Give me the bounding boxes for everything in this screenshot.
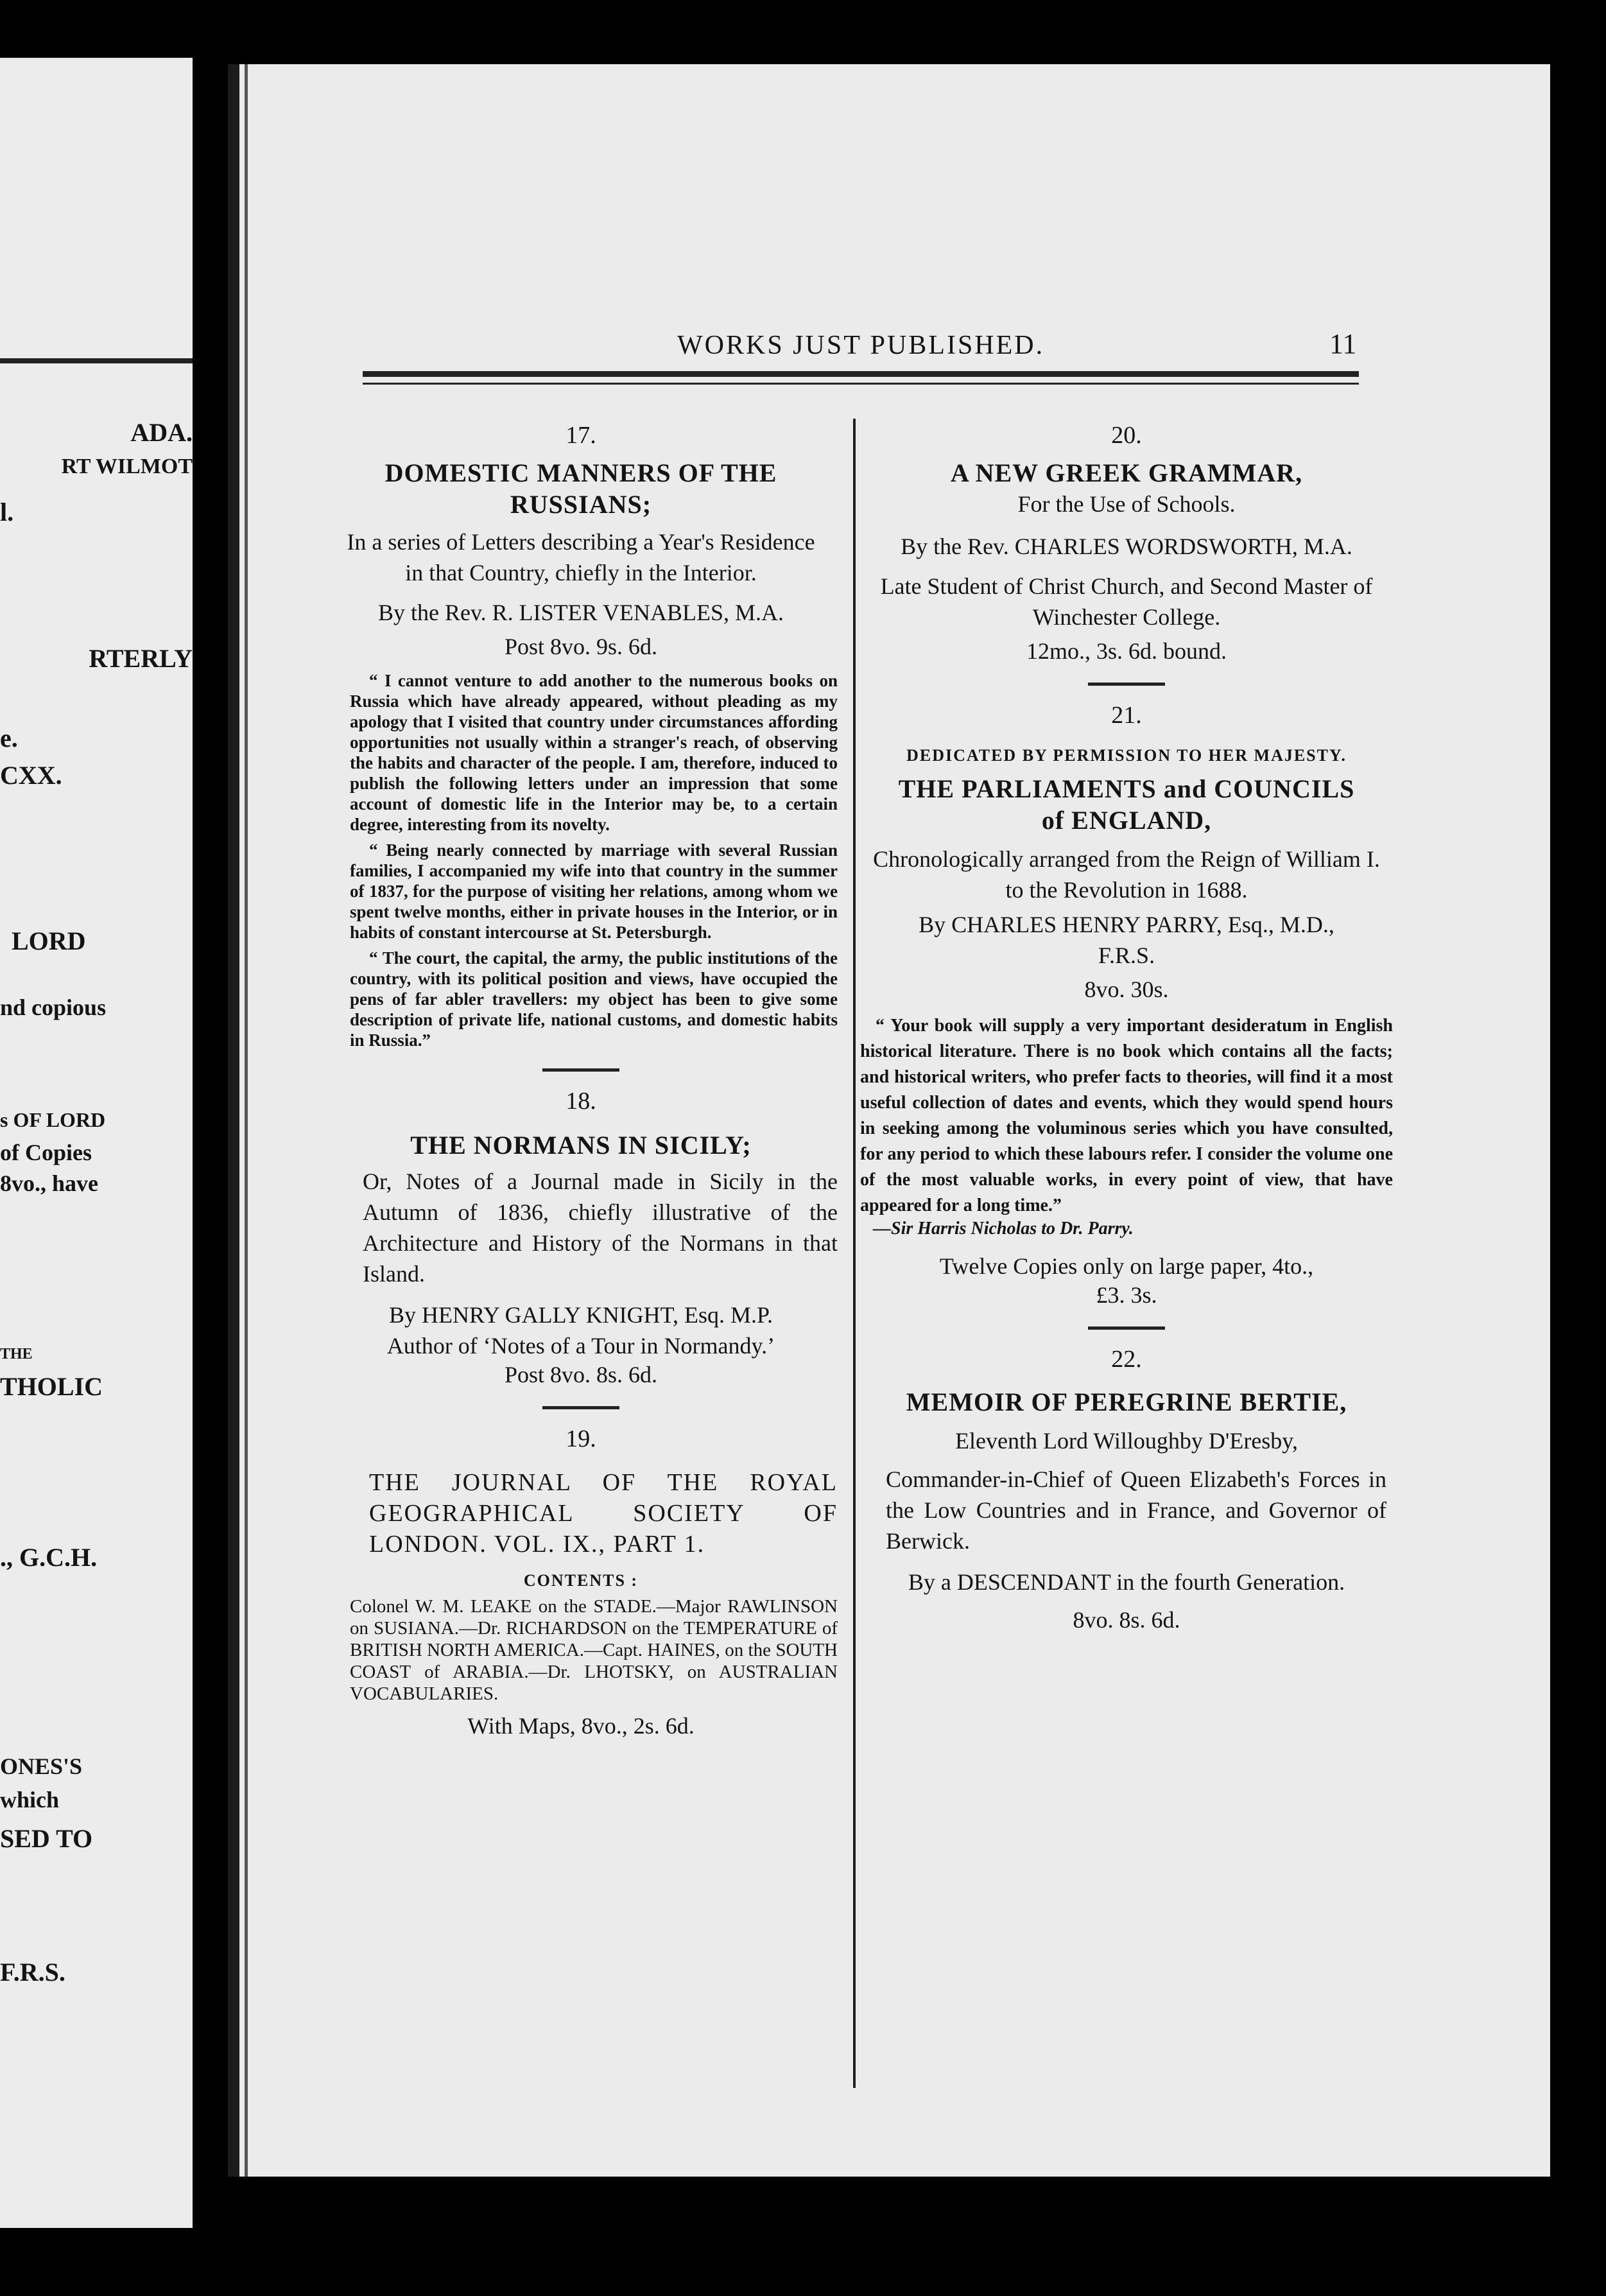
- quote-paragraph: “ The court, the capital, the army, the public institutions of the country, with its political position and views, have occupied the pens of far abler travellers: my object has been to give some description of private life, national customs, and domestic habits in Russia.”: [350, 948, 838, 1050]
- header-rule-thin: [363, 383, 1359, 385]
- listing-price: 8vo. 30s.: [1084, 977, 1169, 1002]
- listing-price: With Maps, 8vo., 2s. 6d.: [467, 1713, 695, 1739]
- listing-author: By a DESCENDANT in the fourth Generation.: [908, 1569, 1345, 1595]
- section-separator: [1088, 1326, 1165, 1330]
- fragment-line: nd copious: [0, 995, 107, 1020]
- right-column: [860, 411, 1393, 1633]
- listing-author: By the Rev. CHARLES WORDSWORTH, M.A.: [901, 534, 1352, 559]
- listing-subtitle: In a series of Letters describing a Year's Residence in that Country, chiefly in the Interior.: [347, 529, 815, 586]
- listing-author: By HENRY GALLY KNIGHT, Esq. M.P.: [388, 1302, 773, 1328]
- fragment-line: ., G.C.H.: [0, 1543, 98, 1572]
- listing-author: By the Rev. R. LISTER VENABLES, M.A.: [377, 600, 784, 625]
- listing-19: [324, 1425, 838, 1739]
- column-divider: [853, 419, 856, 2088]
- fragment-line: e.: [0, 724, 18, 752]
- section-separator: [1088, 683, 1165, 686]
- large-paper-note: Twelve Copies only on large paper, 4to.,: [939, 1253, 1314, 1279]
- journal-volume: VOL. IX., PART 1.: [494, 1531, 705, 1558]
- listing-author-note: Author of ‘Notes of a Tour in Normandy.’: [386, 1333, 775, 1359]
- left-page-fragment: [0, 58, 193, 2228]
- listing-title: THE NORMANS IN SICILY;: [410, 1131, 752, 1160]
- main-page: [228, 64, 1550, 2177]
- running-head: WORKS JUST PUBLISHED.: [677, 331, 1045, 360]
- dedication: DEDICATED BY PERMISSION TO HER MAJESTY.: [906, 746, 1347, 765]
- listing-author-desc: Late Student of Christ Church, and Second Master of Winchester College.: [880, 573, 1373, 630]
- listing-number: 17.: [566, 422, 596, 449]
- listing-subtitle: For the Use of Schools.: [1017, 491, 1236, 517]
- fragment-line: RTERLY: [89, 644, 193, 673]
- listing-title: DOMESTIC MANNERS OF THE RUSSIANS;: [384, 458, 777, 519]
- section-separator: [542, 1068, 619, 1072]
- fragment-line: 8vo., have: [0, 1170, 98, 1196]
- listing-number: 22.: [1111, 1346, 1142, 1373]
- fragment-line: s OF LORD: [0, 1108, 106, 1131]
- fragment-line: THOLIC: [0, 1372, 103, 1401]
- fragment-line: ONES'S: [0, 1753, 83, 1779]
- page-number: 11: [1329, 328, 1357, 360]
- fragment-line: RT WILMOT: [61, 455, 193, 478]
- listing-desc: Commander-in-Chief of Queen Elizabeth's Forces in the Low Countries and in France, and Governor of Berwick.: [886, 1466, 1386, 1554]
- listing-22: [860, 1345, 1393, 1633]
- review-quote: “ Your book will supply a very important desideratum in English historical literature. There is no book which contains all the facts; and historical writers, who prefer facts to theories, will find it a most useful collection of dates and events, which they would spend hours in seeking among the voluminous series which you have consulted, for any period to which these labours refer. I consider the volume one of the most valuable works, in every point of view, that have appeared for a long time.”: [860, 1016, 1393, 1215]
- listing-price: 12mo., 3s. 6d. bound.: [1026, 638, 1227, 664]
- fragment-line: CXX.: [0, 761, 62, 790]
- listing-price: Post 8vo. 9s. 6d.: [504, 634, 658, 659]
- listing-title: [324, 1467, 838, 1560]
- header-rule-thick: [363, 371, 1359, 377]
- left-column: [324, 411, 838, 1739]
- left-page-rule: [0, 358, 193, 363]
- fragment-line: l.: [0, 498, 14, 526]
- contents-label: CONTENTS :: [523, 1571, 639, 1590]
- journal-title: THE JOURNAL OF THE ROYAL GEOGRAPHICAL SOCIETY OF LONDON.: [369, 1469, 838, 1558]
- fragment-line: ADA.: [130, 418, 193, 447]
- spine-shadow: [228, 64, 239, 2177]
- listing-21: [860, 701, 1393, 1309]
- fragment-line: of Copies: [0, 1140, 92, 1165]
- quote-attribution: —Sir Harris Nicholas to Dr. Parry.: [873, 1219, 1134, 1239]
- listing-price: 8vo. 8s. 6d.: [1073, 1607, 1180, 1633]
- section-separator: [542, 1406, 619, 1409]
- listing-number: 19.: [566, 1425, 596, 1452]
- fragment-line: THE: [0, 1346, 33, 1362]
- spine-line: [245, 64, 248, 2177]
- listing-17: [324, 421, 838, 1050]
- large-paper-price: £3. 3s.: [1096, 1282, 1157, 1308]
- contents-list: Colonel W. M. LEAKE on the STADE.—Major RAWLINSON on SUSIANA.—Dr. RICHARDSON on the TEMPERATURE of BRITISH NORTH AMERICA.—Capt. HAINES, on the SOUTH COAST of ARABIA.—Dr. LHOTSKY, on AUSTRALIAN VOCABULARIES.: [350, 1596, 838, 1704]
- listing-title: A NEW GREEK GRAMMAR,: [950, 458, 1303, 487]
- quote-paragraph: “ Being nearly connected by marriage with several Russian families, I accompanied my wife into that country in the summer of 1837, for the purpose of visiting her relations, among whom we spent twelve months, either in private houses in the Interior, or in habits of constant intercourse at St. Petersburgh.: [350, 840, 838, 942]
- listing-18: [324, 1087, 838, 1388]
- listing-title: MEMOIR OF PEREGRINE BERTIE,: [906, 1387, 1347, 1416]
- listing-subtitle: Eleventh Lord Willoughby D'Eresby,: [955, 1428, 1298, 1454]
- listing-number: 20.: [1111, 422, 1142, 449]
- listing-number: 18.: [566, 1088, 596, 1115]
- listing-subtitle: Chronologically arranged from the Reign of William I. to the Revolution in 1688.: [873, 846, 1380, 903]
- listing-number: 21.: [1111, 702, 1142, 729]
- fragment-line: LORD: [12, 926, 86, 955]
- quote-paragraph: “ I cannot venture to add another to the numerous books on Russia which have already appeared, without pleading as my apology that I visited that country under circumstances affording opportunities not usually within a stranger's reach, of observing the habits and character of the people. I am, therefore, induced to publish the following letters under an impression that some account of domestic life in the Interior may be, to a certain degree, interesting from its novelty.: [350, 671, 838, 834]
- fragment-line: SED TO: [0, 1824, 93, 1853]
- fragment-line: F.R.S.: [0, 1958, 65, 1987]
- listing-price: Post 8vo. 8s. 6d.: [504, 1362, 658, 1387]
- listing-quote: [350, 670, 838, 1050]
- listing-subtitle: Or, Notes of a Journal made in Sicily in the Autumn of 1836, chiefly illustrative of the Architecture and History of the Normans in that Island.: [363, 1169, 838, 1287]
- listing-20: [860, 421, 1393, 665]
- listing-author: By CHARLES HENRY PARRY, Esq., M.D., F.R.S.: [919, 912, 1334, 968]
- fragment-line: which: [0, 1787, 60, 1813]
- listing-title: THE PARLIAMENTS and COUNCILS of ENGLAND,: [898, 774, 1355, 835]
- book-gutter: [193, 0, 231, 2296]
